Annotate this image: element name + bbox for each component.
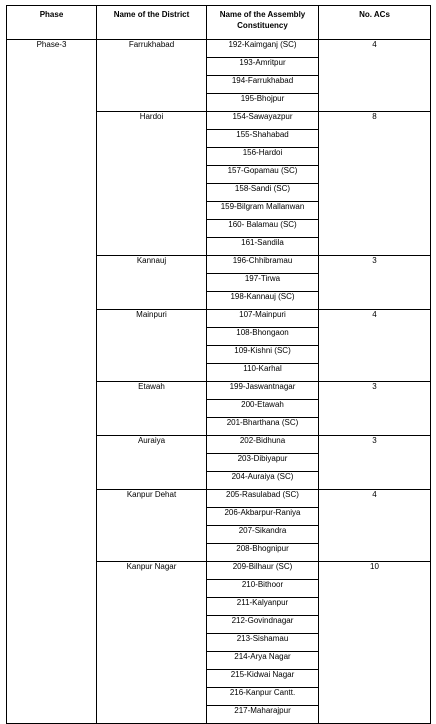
assembly-constituency-cell: 157-Gopamau (SC) — [207, 166, 319, 184]
assembly-constituency-cell: 210-Bithoor — [207, 580, 319, 598]
assembly-constituency-cell: 203-Dibiyapur — [207, 454, 319, 472]
assembly-constituency-cell: 155-Shahabad — [207, 130, 319, 148]
assembly-constituency-cell: 198-Kannauj (SC) — [207, 292, 319, 310]
assembly-constituency-cell: 159-Bilgram Mallanwan — [207, 202, 319, 220]
assembly-constituency-cell: 154-Sawayazpur — [207, 112, 319, 130]
table-row — [7, 40, 431, 58]
assembly-constituency-cell: 108-Bhongaon — [207, 328, 319, 346]
district-cell: Kanpur Nagar — [97, 562, 207, 724]
assembly-constituency-cell: 158-Sandi (SC) — [207, 184, 319, 202]
district-cell: Kanpur Dehat — [97, 490, 207, 562]
assembly-constituency-cell: 199-Jaswantnagar — [207, 382, 319, 400]
assembly-constituency-cell: 211-Kalyanpur — [207, 598, 319, 616]
number-of-acs-cell: 3 — [319, 382, 431, 436]
district-cell: Farrukhabad — [97, 40, 207, 112]
district-cell: Mainpuri — [97, 310, 207, 382]
assembly-constituency-cell: 194-Farrukhabad — [207, 76, 319, 94]
number-of-acs-cell: 8 — [319, 112, 431, 256]
assembly-constituency-cell: 197-Tirwa — [207, 274, 319, 292]
assembly-constituency-cell: 207-Sikandra — [207, 526, 319, 544]
assembly-constituency-cell: 193-Amritpur — [207, 58, 319, 76]
assembly-constituency-cell: 107-Mainpuri — [207, 310, 319, 328]
assembly-constituency-cell: 212-Govindnagar — [207, 616, 319, 634]
assembly-constituency-cell: 201-Bharthana (SC) — [207, 418, 319, 436]
assembly-constituency-cell: 216-Kanpur Cantt. — [207, 688, 319, 706]
assembly-constituency-cell: 161-Sandila — [207, 238, 319, 256]
number-of-acs-cell: 4 — [319, 40, 431, 112]
assembly-constituency-cell: 195-Bhojpur — [207, 94, 319, 112]
district-cell: Auraiya — [97, 436, 207, 490]
assembly-constituency-cell: 206-Akbarpur-Raniya — [207, 508, 319, 526]
assembly-constituency-cell: 109-Kishni (SC) — [207, 346, 319, 364]
table-body — [7, 40, 431, 724]
number-of-acs-cell: 3 — [319, 436, 431, 490]
assembly-constituency-cell: 192-Kaimganj (SC) — [207, 40, 319, 58]
number-of-acs-cell: 4 — [319, 490, 431, 562]
number-of-acs-cell: 3 — [319, 256, 431, 310]
assembly-constituency-cell: 208-Bhognipur — [207, 544, 319, 562]
assembly-constituency-cell: 215-Kidwai Nagar — [207, 670, 319, 688]
district-cell: Etawah — [97, 382, 207, 436]
assembly-constituency-cell: 196-Chhibramau — [207, 256, 319, 274]
assembly-constituency-cell: 110-Karhal — [207, 364, 319, 382]
district-cell: Kannauj — [97, 256, 207, 310]
header-number-of-acs: No. ACs — [319, 6, 431, 40]
assembly-constituency-cell: 202-Bidhuna — [207, 436, 319, 454]
assembly-constituency-cell: 205-Rasulabad (SC) — [207, 490, 319, 508]
number-of-acs-cell: 10 — [319, 562, 431, 724]
phase-cell: Phase-3 — [7, 40, 97, 724]
header-district: Name of the District — [97, 6, 207, 40]
number-of-acs-cell: 4 — [319, 310, 431, 382]
header-phase: Phase — [7, 6, 97, 40]
phase-3-constituency-table — [6, 5, 431, 724]
district-cell: Hardoi — [97, 112, 207, 256]
assembly-constituency-cell: 209-Bilhaur (SC) — [207, 562, 319, 580]
assembly-constituency-cell: 156-Hardoi — [207, 148, 319, 166]
assembly-constituency-cell: 160- Balamau (SC) — [207, 220, 319, 238]
table-header-row — [7, 6, 431, 40]
assembly-constituency-cell: 213-Sishamau — [207, 634, 319, 652]
header-assembly-constituency: Name of the Assembly Constituency — [207, 6, 319, 40]
assembly-constituency-cell: 214-Arya Nagar — [207, 652, 319, 670]
assembly-constituency-cell: 200-Etawah — [207, 400, 319, 418]
assembly-constituency-cell: 204-Auraiya (SC) — [207, 472, 319, 490]
assembly-constituency-cell: 217-Maharajpur — [207, 706, 319, 724]
